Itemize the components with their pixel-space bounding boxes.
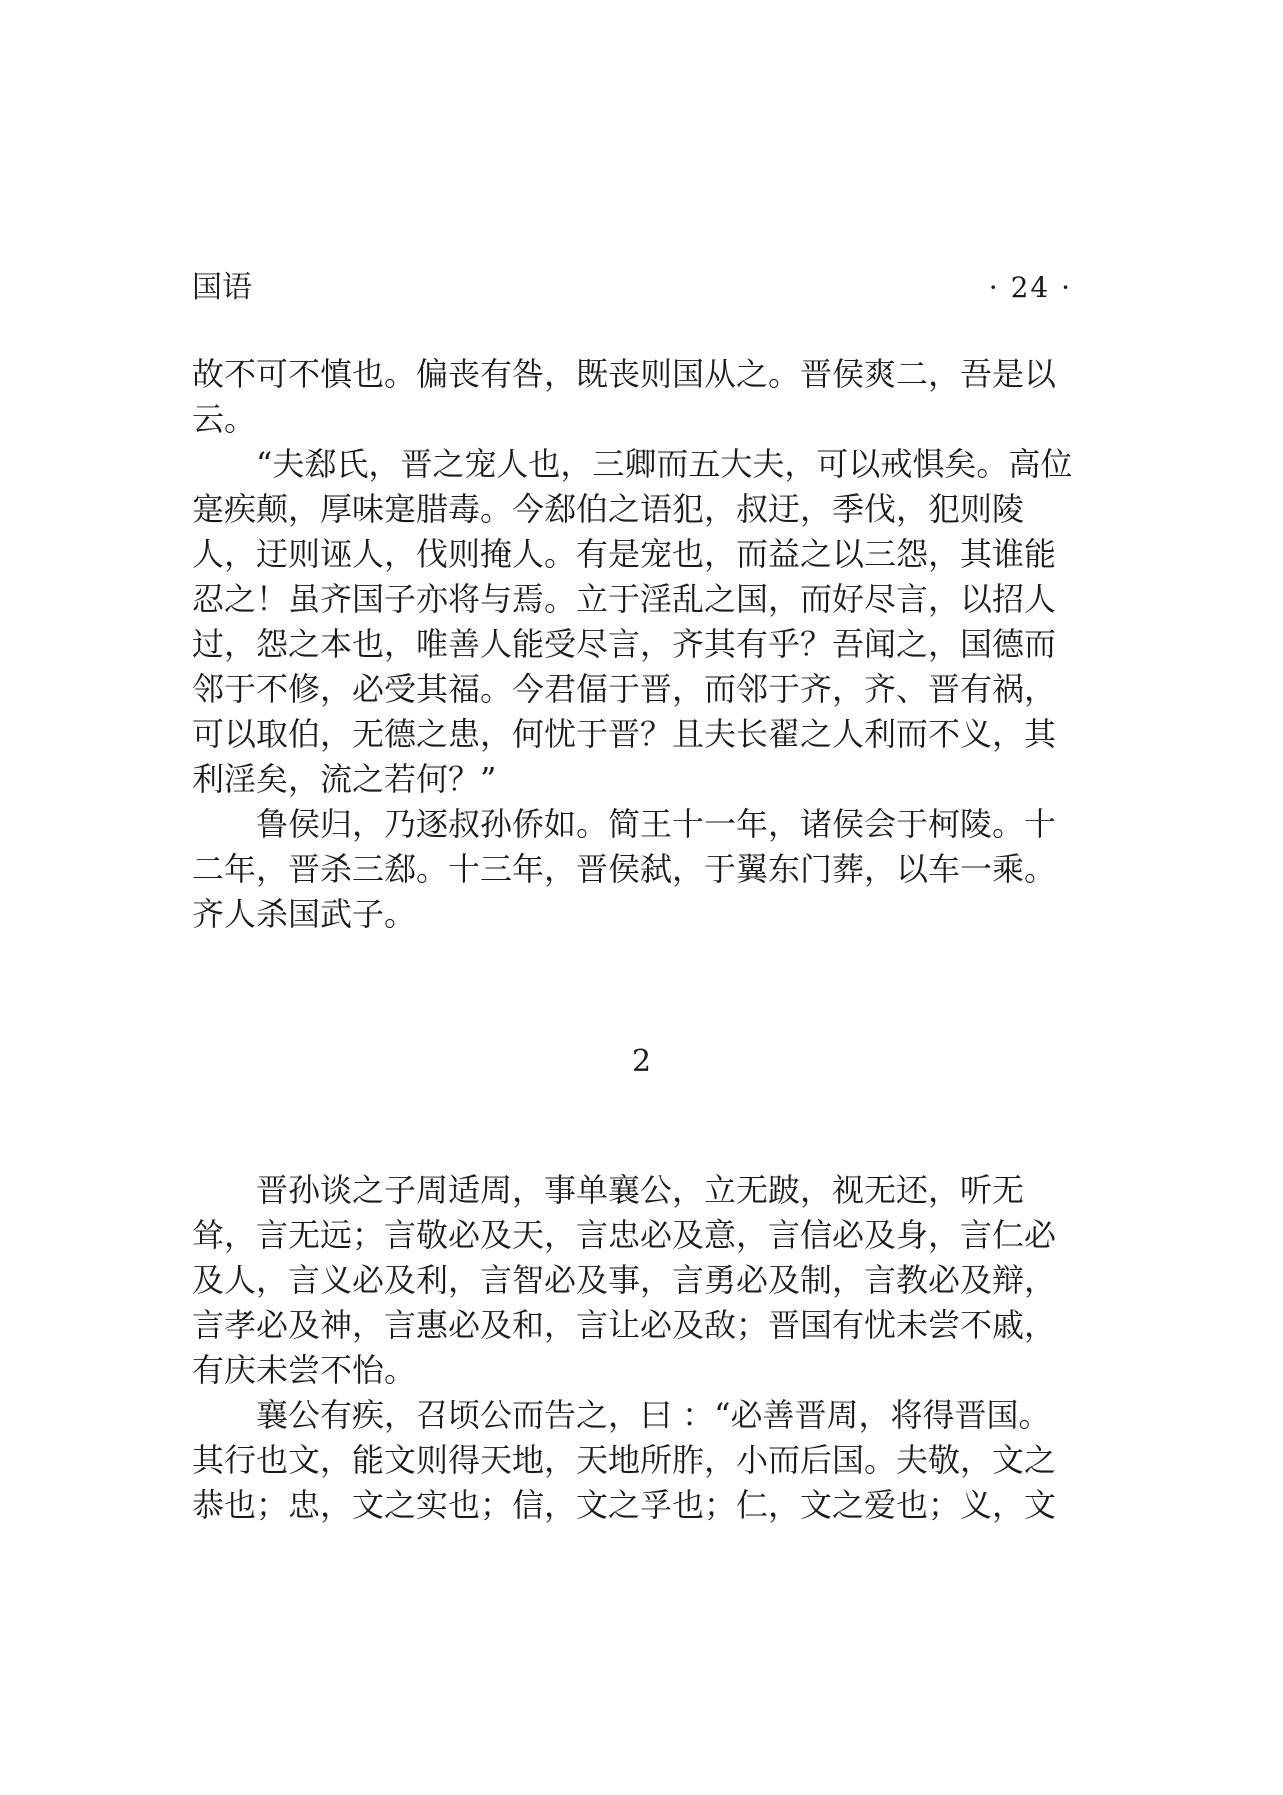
section-number: 2 bbox=[631, 1044, 652, 1079]
paragraph: “夫郄氏，晋之宠人也，三卿而五大夫，可以戒惧矣。高位寔疾颠，厚味寔腊毒。今郄伯之语犯，叔迂，季伐，犯则陵人，迂则诬人，伐则掩人。有是宠也，而益之以三怨，其谁能忍之！虽齐国子亦将与焉。立于淫乱之国，而好尽言，以招人过，怨之本也，唯善人能受尽言，齐其有乎？吾闻之，国德而邻于不修，必受其福。今君偪于晋，而邻于齐，齐、晋有祸，可以取伯，无德之患，何忧于晋？且夫长翟之人利而不义，其利淫矣，流之若何？” bbox=[192, 445, 1073, 798]
paragraph: 鲁侯归，乃逐叔孙侨如。简王十一年，诸侯会于柯陵。十二年，晋杀三郄。十三年，晋侯弑，于翼东门葬，以车一乘。齐人杀国武子。 bbox=[192, 805, 1057, 933]
text-block-1 bbox=[192, 352, 1082, 937]
paragraph: 襄公有疾，召顷公而告之，曰 ：“必善晋周，将得晋国。其行也文，能文则得天地，天地所胙，小而后国。夫敬，文之恭也；忠，文之实也；信，文之孚也；仁，文之爱也；义，文 bbox=[192, 1396, 1057, 1524]
text-block-2 bbox=[192, 1168, 1082, 1528]
page-header bbox=[192, 266, 1072, 310]
page-number: · 24 · bbox=[988, 271, 1072, 304]
paragraph: 故不可不慎也。偏丧有咎，既丧则国从之。晋侯爽二，吾是以云。 bbox=[192, 355, 1057, 438]
book-title: 国语 bbox=[192, 270, 252, 305]
paragraph: 晋孙谈之子周适周，事单襄公，立无跛，视无还，听无耸，言无远；言敬必及天，言忠必及意，言信必及身，言仁必及人，言义必及利，言智必及事，言勇必及制，言教必及辩，言孝必及神，言惠必及和，言让必及敌；晋国有忧未尝不戚，有庆未尝不怡。 bbox=[192, 1171, 1057, 1389]
